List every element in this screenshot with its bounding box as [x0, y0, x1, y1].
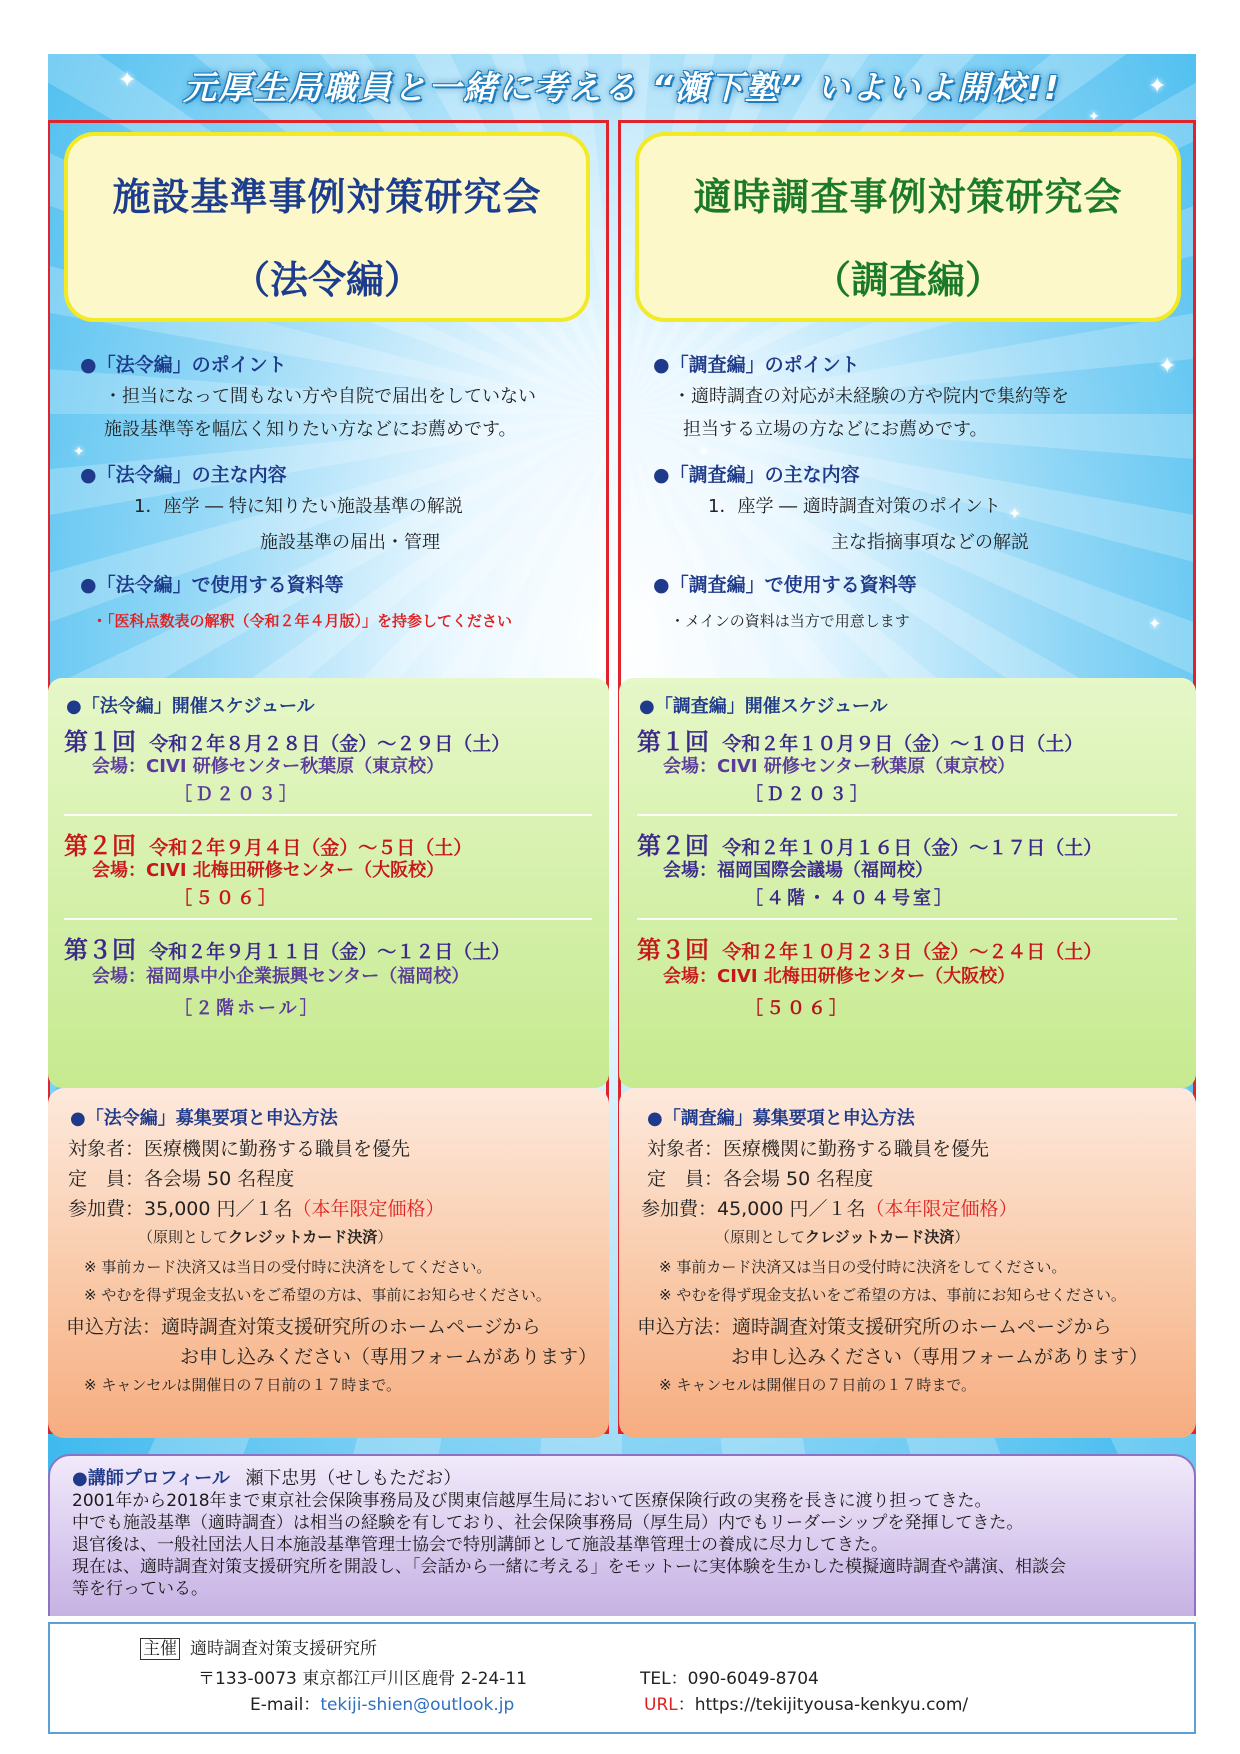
schedule-room: ［Ｄ２０３］ [174, 784, 300, 805]
sparkle-icon: ✦ [1158, 354, 1177, 379]
payment-note: ※ やむを得ず現金支払いをご希望の方は、事前にお知らせください。 [659, 1286, 1126, 1304]
right-point-text [673, 380, 1069, 446]
profile-line: 等を行っている。 [72, 1579, 208, 1599]
email-label: E-mail： [250, 1695, 321, 1715]
session-date: 令和２年１０月９日（金）〜１０日（土） [722, 733, 1084, 755]
profile-line: 中でも施設基準（適時調査）は相当の経験を有しており、社会保険事務局（厚生局）内でもリーダーシップを発揮してきた。 [72, 1513, 1024, 1533]
fee-limited: （本年限定価格） [865, 1198, 1018, 1220]
instructor-profile-box [48, 1454, 1196, 1616]
schedule-room: ［２階ホール］ [174, 998, 321, 1019]
cancel-note: ※ キャンセルは開催日の７日前の１７時まで。 [84, 1376, 402, 1394]
payment-text: （原則として [138, 1228, 229, 1246]
left-material-heading: ●「法令編」で使用する資料等 [80, 574, 344, 596]
payment-text: クレジットカード決済 [805, 1228, 955, 1246]
organizer-name: 適時調査対策支援研究所 [190, 1639, 377, 1659]
sparkle-icon: ✦ [118, 68, 137, 93]
organizer-tel: TEL：090-6049-8704 [640, 1669, 819, 1689]
left-title: 施設基準事例対策研究会 [112, 175, 542, 219]
sparkle-icon: ✦ [1008, 504, 1022, 523]
right-title-box [635, 132, 1181, 322]
schedule-venue: 会場：福岡県中小企業振興センター（福岡校） [92, 966, 470, 987]
left-point-line: ・担当になって間もない方や自院で届出をしていない [104, 386, 536, 407]
profile-line: 現在は、適時調査対策支援研究所を開設し、「会話から一緒に考える」をモットーに実体験を生かした模擬適時調査や講演、相談会 [72, 1557, 1066, 1577]
note-text: 医科点数表の解釈（令和２年４月版） [114, 612, 363, 630]
schedule-venue: 会場：CIVI 研修センター秋葉原（東京校） [92, 756, 445, 777]
session-round: 第３回 [637, 936, 709, 964]
right-content-line: 主な指摘事項などの解説 [831, 532, 1029, 553]
schedule-room: ［５０６］ [745, 998, 850, 1019]
url-link[interactable]: ：https://tekijityousa-kenkyu.com/ [677, 1695, 969, 1715]
right-schedule-box [619, 678, 1196, 1088]
left-content-line: 1．座学 ― 特に知りたい施設基準の解説 [134, 496, 463, 517]
fee-limited: （本年限定価格） [292, 1198, 445, 1220]
session-round: 第２回 [64, 832, 136, 860]
fee-value: 参加費：45,000 円／１名 [641, 1198, 866, 1220]
note-text: 」を持参してください [362, 612, 513, 630]
organizer-line [140, 1634, 377, 1659]
payment-note: ※ やむを得ず現金支払いをご希望の方は、事前にお知らせください。 [84, 1286, 551, 1304]
left-recruitment-box [48, 1088, 609, 1438]
payment-note: ※ 事前カード決済又は当日の受付時に決済をしてください。 [84, 1258, 492, 1276]
session-date: 令和２年１０月１６日（金）〜１７日（土） [722, 837, 1103, 859]
cancel-note: ※ キャンセルは開催日の７日前の１７時まで。 [659, 1376, 977, 1394]
organizer-url-line [644, 1690, 968, 1715]
left-subtitle: （法令編） [231, 258, 422, 302]
schedule-date [637, 930, 1102, 965]
right-content-heading: ●「調査編」の主な内容 [653, 464, 860, 486]
session-date: 令和２年１０月２３日（金）〜２４日（土） [722, 941, 1103, 963]
right-subtitle: （調査編） [812, 258, 1003, 302]
schedule-room: ［４階・４０４号室］ [745, 888, 955, 909]
email-link[interactable]: tekiji-shien@outlook.jp [320, 1695, 515, 1715]
schedule-venue: 会場：CIVI 研修センター秋葉原（東京校） [663, 756, 1016, 777]
organizer-address: 〒133-0073 東京都江戸川区鹿骨 2-24-11 [198, 1669, 528, 1689]
profile-line: 退官後は、一般社団法人日本施設基準管理士協会で特別講師として施設基準管理士の養成に尽力してきた。 [72, 1535, 888, 1555]
fee-text [641, 1194, 1018, 1221]
schedule-venue: 会場：CIVI 北梅田研修センター（大阪校） [92, 860, 445, 881]
right-point-heading: ●「調査編」のポイント [653, 354, 860, 376]
fee-value: 参加費：35,000 円／１名 [68, 1198, 293, 1220]
left-content-heading: ●「法令編」の主な内容 [80, 464, 287, 486]
divider [637, 814, 1177, 816]
payment-text: クレジットカード決済 [228, 1228, 378, 1246]
capacity-text: 定 員：各会場 50 名程度 [647, 1168, 874, 1190]
payment-note: ※ 事前カード決済又は当日の受付時に決済をしてください。 [659, 1258, 1067, 1276]
profile-header [72, 1468, 1172, 1490]
right-material-heading: ●「調査編」で使用する資料等 [653, 574, 917, 596]
apply-method: お申し込みください（専用フォームがあります） [180, 1346, 598, 1368]
payment-method [138, 1226, 392, 1247]
payment-method [715, 1226, 969, 1247]
right-schedule-heading: ●「調査編」開催スケジュール [639, 696, 888, 717]
profile-heading: ●講師プロフィール [72, 1468, 230, 1489]
sparkle-icon: ✦ [1148, 614, 1162, 633]
instructor-name: 瀬下忠男（せしもただお） [245, 1468, 462, 1489]
session-round: 第１回 [64, 728, 136, 756]
payment-text: ） [377, 1228, 393, 1246]
divider [64, 814, 592, 816]
right-content-line: 1．座学 ― 適時調査対策のポイント [708, 496, 1001, 517]
session-date: 令和２年９月１１日（金）〜１２日（土） [149, 941, 511, 963]
divider [64, 918, 592, 920]
apply-method: 申込方法：適時調査対策支援研究所のホームページから [66, 1316, 541, 1338]
flyer-poster [48, 54, 1196, 1616]
right-point-line: ・適時調査の対応が未経験の方や院内で集約等を [673, 386, 1069, 407]
schedule-date [64, 930, 510, 965]
left-title-box [64, 132, 590, 322]
payment-text: （原則として [715, 1228, 806, 1246]
left-material-note [92, 610, 512, 631]
left-point-heading: ●「法令編」のポイント [80, 354, 287, 376]
left-point-text [104, 380, 536, 446]
schedule-venue: 会場：CIVI 北梅田研修センター（大阪校） [663, 966, 1016, 987]
right-material-note: ・メインの資料は当方で用意します [670, 612, 910, 630]
right-point-line: 担当する立場の方などにお薦めです。 [683, 419, 988, 440]
organizer-label: 主催 [140, 1638, 180, 1660]
session-date: 令和２年８月２８日（金）〜２９日（土） [149, 733, 511, 755]
schedule-room: ［Ｄ２０３］ [745, 784, 871, 805]
sparkle-icon: ✦ [73, 444, 85, 460]
right-recruitment-box [619, 1088, 1196, 1438]
left-schedule-box [48, 678, 609, 1088]
profile-line: 2001年から2018年まで東京社会保険事務局及び関東信越厚生局において医療保険行政の実務を長きに渡り担ってきた。 [72, 1491, 992, 1511]
apply-method: 申込方法：適時調査対策支援研究所のホームページから [637, 1316, 1112, 1338]
sparkle-icon: ✦ [1148, 74, 1167, 99]
left-content-line: 施設基準の届出・管理 [260, 532, 440, 553]
session-round: 第１回 [637, 728, 709, 756]
capacity-text: 定 員：各会場 50 名程度 [68, 1168, 295, 1190]
session-round: 第３回 [64, 936, 136, 964]
right-recruit-heading: ●「調査編」募集要項と申込方法 [647, 1108, 915, 1129]
sparkle-icon: ✦ [1088, 109, 1100, 125]
sparkle-icon: ✦ [698, 444, 710, 460]
fee-text [68, 1194, 445, 1221]
target-text: 対象者：医療機関に勤務する職員を優先 [647, 1138, 990, 1160]
divider [637, 918, 1177, 920]
left-schedule-heading: ●「法令編」開催スケジュール [66, 696, 315, 717]
payment-text: ） [954, 1228, 970, 1246]
session-date: 令和２年９月４日（金）〜５日（土） [149, 837, 473, 859]
left-point-line: 施設基準等を幅広く知りたい方などにお薦めです。 [104, 419, 517, 440]
target-text: 対象者：医療機関に勤務する職員を優先 [68, 1138, 411, 1160]
organizer-email-line [250, 1690, 514, 1715]
banner-title: 元厚生局職員と一緒に考える “瀬下塾” いよいよ開校!! [183, 68, 1061, 107]
schedule-room: ［５０６］ [174, 888, 279, 909]
schedule-venue: 会場：福岡国際会議場（福岡校） [663, 860, 933, 881]
right-title: 適時調査事例対策研究会 [693, 175, 1123, 219]
url-label: URL [644, 1695, 678, 1715]
apply-method: お申し込みください（専用フォームがあります） [731, 1346, 1149, 1368]
note-text: ・「 [92, 612, 115, 630]
organizer-footer [48, 1622, 1196, 1734]
session-round: 第２回 [637, 832, 709, 860]
left-recruit-heading: ●「法令編」募集要項と申込方法 [70, 1108, 338, 1129]
